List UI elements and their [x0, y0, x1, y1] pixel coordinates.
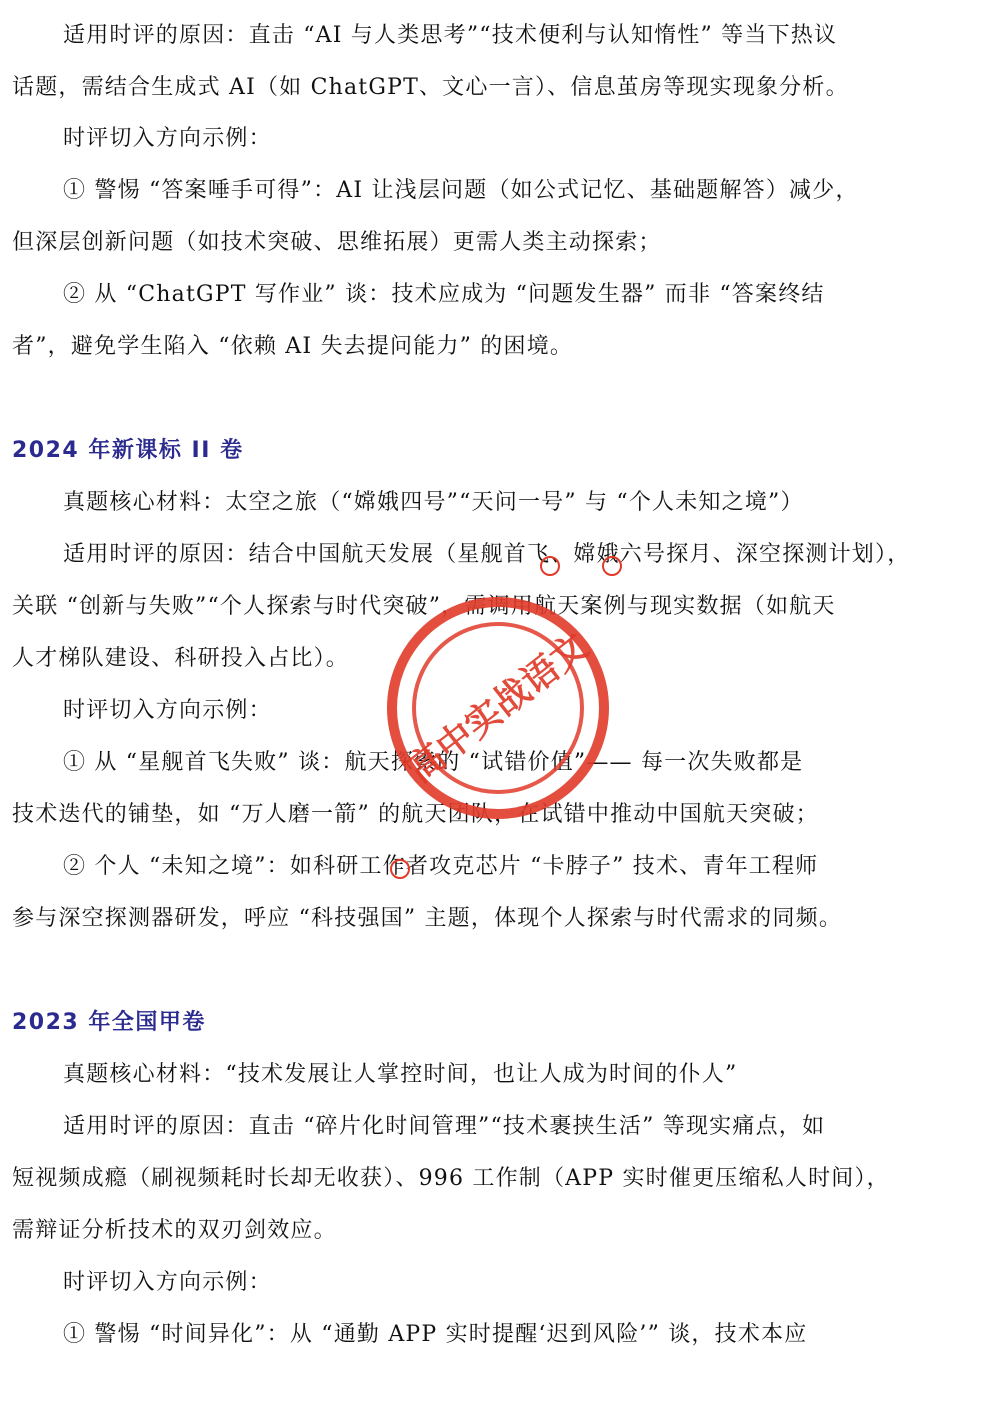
text-line: 时评切入方向示例： [63, 1270, 272, 1295]
text-line: 适用时评的原因：直击 “碎片化时间管理”“技术裹挟生活” 等现实痛点，如 [63, 1114, 826, 1139]
text-line: 适用时评的原因：结合中国航天发展（星舰首飞、嫦娥六号探月、深空探测计划）， [63, 542, 911, 567]
text-line: ① 警惕 “时间异化”：从 “通勤 APP 实时提醒‘迟到风险’” 谈，技术本应 [63, 1322, 808, 1347]
section-heading: 2024 年新课标 II 卷 [12, 438, 244, 463]
text-line: 时评切入方向示例： [63, 126, 272, 151]
text-line: ② 从 “ChatGPT 写作业” 谈：技术应成为 “问题发生器” 而非 “答案终结 [63, 282, 825, 307]
text-line: 时评切入方向示例： [63, 698, 272, 723]
text-line: 真题核心材料：“技术发展让人掌控时间，也让人成为时间的仆人” [63, 1062, 738, 1087]
text-line: 者”，避免学生陷入 “依赖 AI 失去提问能力” 的困境。 [12, 334, 574, 359]
text-line: ① 警惕 “答案唾手可得”：AI 让浅层问题（如公式记忆、基础题解答）减少， [63, 178, 859, 203]
red-circle-mark-icon [602, 556, 622, 576]
text-line: 技术迭代的铺垫，如 “万人磨一箭” 的航天团队，在试错中推动中国航天突破； [12, 802, 819, 827]
text-line: 参与深空探测器研发，呼应 “科技强国” 主题，体现个人探索与时代需求的同频。 [12, 906, 843, 931]
text-line: 需辩证分析技术的双刃剑效应。 [12, 1218, 337, 1243]
text-line: 关联 “创新与失败”“个人探索与时代突破”，需调用航天案例与现实数据（如航天 [12, 594, 836, 619]
red-circle-mark-icon [540, 556, 560, 576]
text-line: ② 个人 “未知之境”：如科研工作者攻克芯片 “卡脖子” 技术、青年工程师 [63, 854, 819, 879]
svg-text:高中实战语文: 高中实战语文 [400, 625, 597, 792]
text-line: 人才梯队建设、科研投入占比）。 [12, 646, 350, 671]
text-line: ① 从 “星舰首飞失败” 谈：航天探索的 “试错价值”—— 每一次失败都是 [63, 750, 804, 775]
red-circle-mark-icon [390, 859, 410, 879]
text-line: 短视频成瘾（刷视频耗时长却无收获）、996 工作制（APP 实时催更压缩私人时间）， [12, 1166, 890, 1191]
text-line: 真题核心材料：太空之旅（“嫦娥四号”“天问一号” 与 “个人未知之境”） [63, 490, 804, 515]
text-line: 但深层创新问题（如技术突破、思维拓展）更需人类主动探索； [12, 230, 662, 255]
text-line: 适用时评的原因：直击 “AI 与人类思考”“技术便利与认知惰性” 等当下热议 [63, 23, 838, 48]
section-heading: 2023 年全国甲卷 [12, 1010, 206, 1035]
text-line: 话题，需结合生成式 AI（如 ChatGPT、文心一言）、信息茧房等现实现象分析。 [12, 75, 849, 100]
